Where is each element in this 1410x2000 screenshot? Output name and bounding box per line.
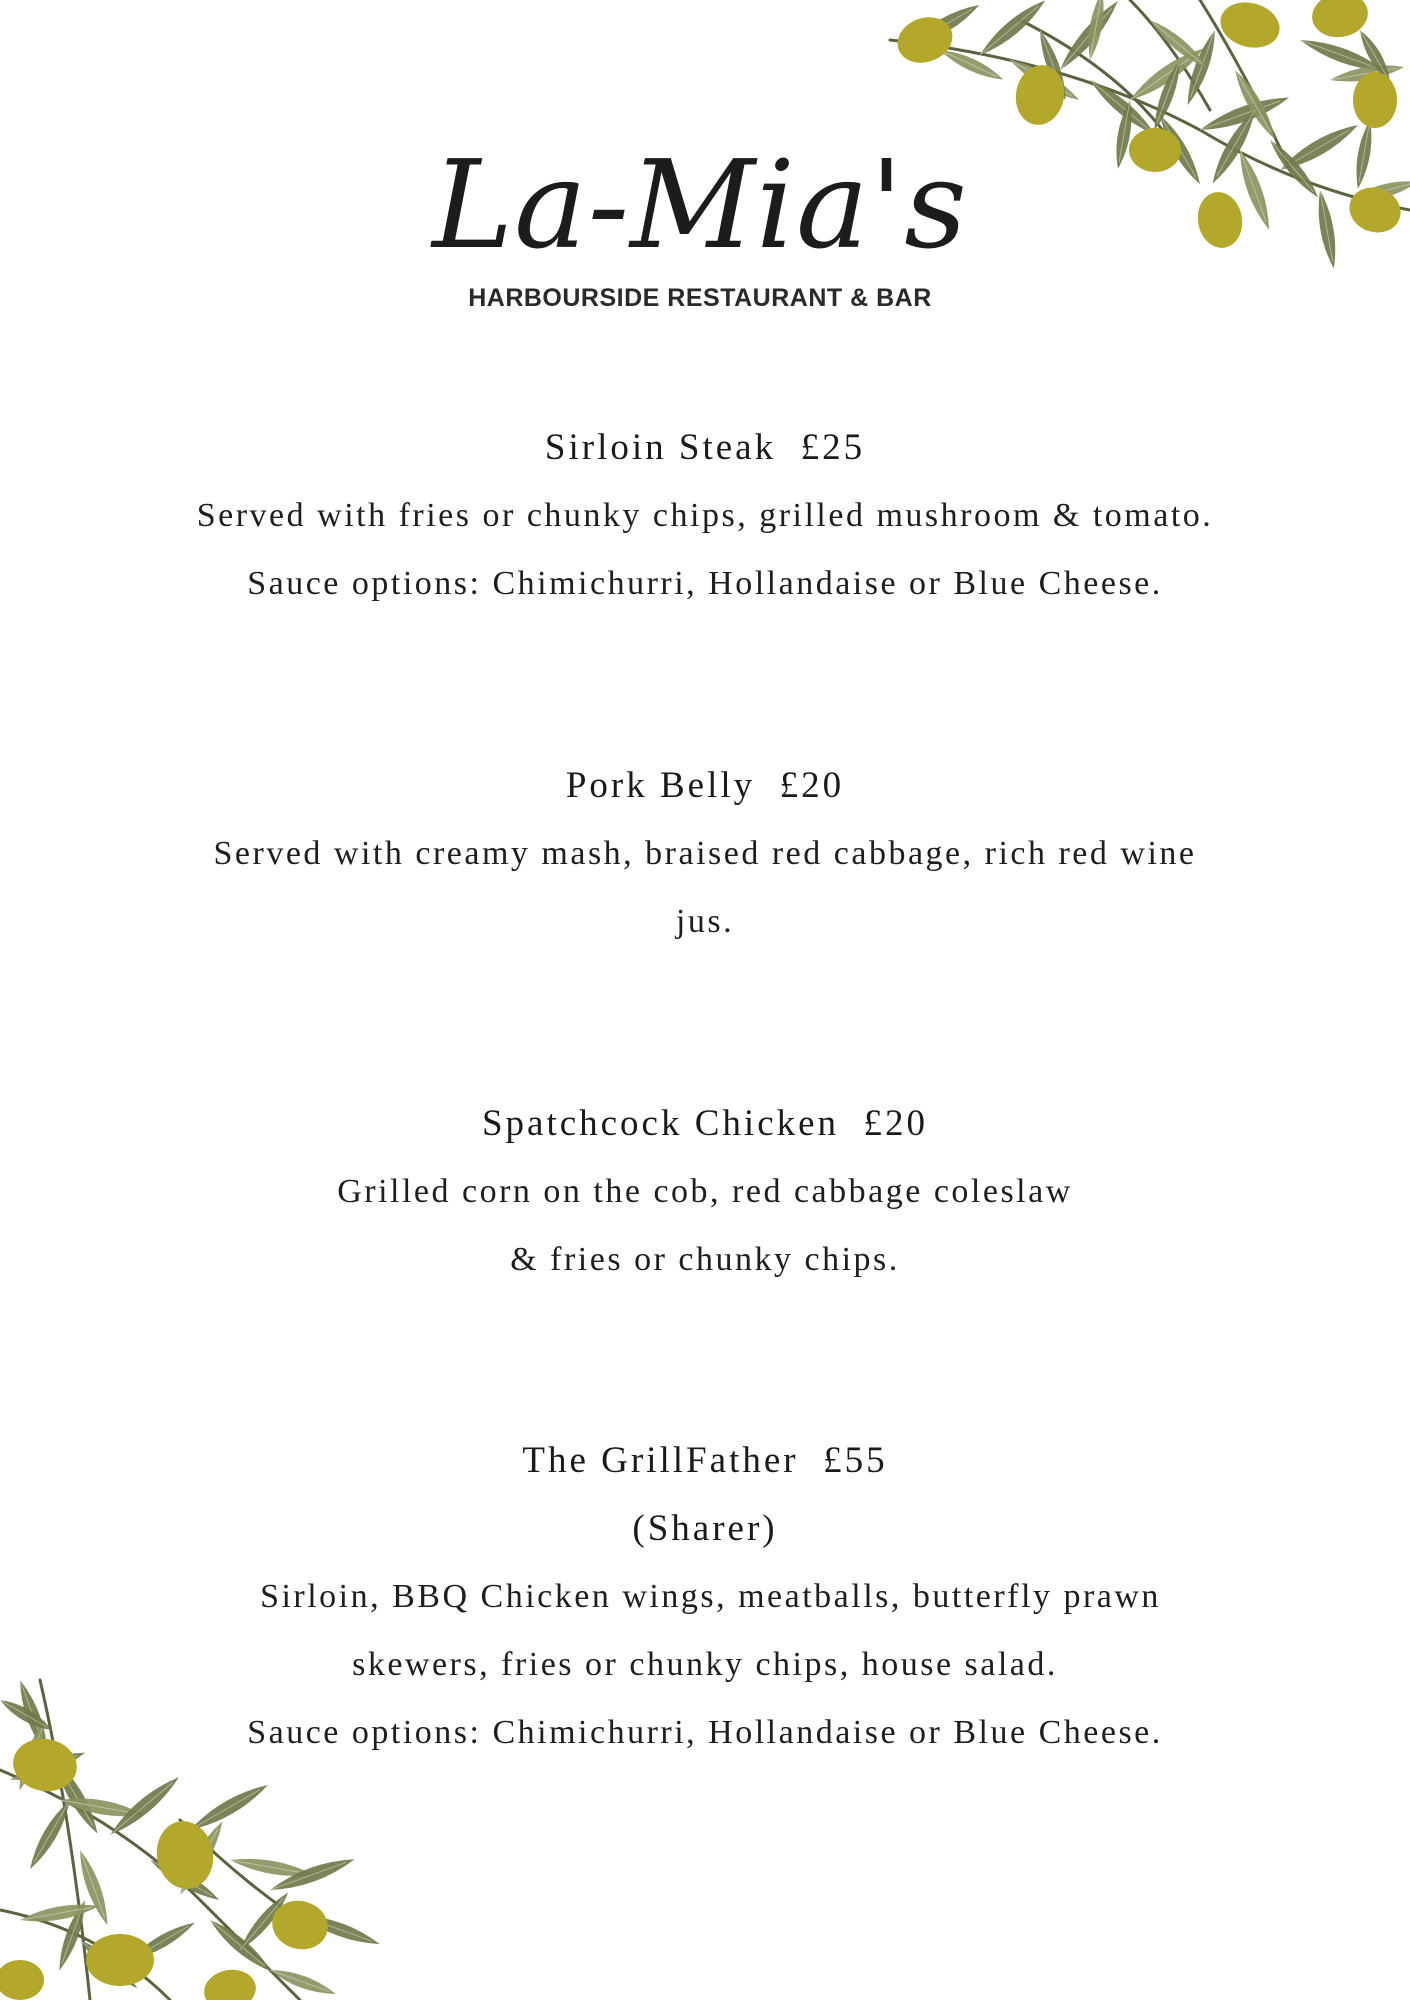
menu-item-description-line: skewers, fries or chunky chips, house salad. xyxy=(352,1646,1058,1683)
olive-leaf-vein xyxy=(34,1800,70,1862)
olive-fruit-icon xyxy=(1193,189,1246,252)
olive-fruit-icon xyxy=(1353,72,1397,128)
logo-wordmark: La-Mia's xyxy=(432,134,968,276)
menu-item-description-line: Sauce options: Chimichurri, Hollandaise or Blue Cheese. xyxy=(247,1714,1163,1751)
olive-fruit-icon xyxy=(152,1817,219,1894)
menu-item-description-line: Sirloin, BBQ Chicken wings, meatballs, butterfly prawn xyxy=(249,1578,1161,1615)
menu-item-description-line: Served with fries or chunky chips, grilled mushroom & tomato. xyxy=(196,497,1214,534)
menu-item-description-line: jus. xyxy=(675,903,735,940)
olive-branch-bottom-left xyxy=(0,1678,382,2000)
menu-item-description-line: Sauce options: Chimichurri, Hollandaise or Blue Cheese. xyxy=(247,565,1163,602)
olive-leaf-vein xyxy=(980,6,1039,55)
menu-item-description-line: Grilled corn on the cob, red cabbage coleslaw xyxy=(337,1173,1073,1210)
menu-item-sirloin-steak xyxy=(120,414,1290,618)
logo-tagline: HARBOURSIDE RESTAURANT & BAR xyxy=(468,284,932,312)
menu-item-title: The GrillFather £55 xyxy=(522,1440,888,1481)
menu-item-pork-belly xyxy=(120,752,1290,956)
olive-fruit-icon xyxy=(86,1934,154,1986)
menu-item-subtitle: (Sharer) xyxy=(632,1508,778,1549)
olive-branch-icon xyxy=(0,1660,460,2000)
menu-item-spatchcock-chicken xyxy=(120,1090,1290,1294)
olive-fruit-icon xyxy=(1129,128,1181,172)
menu-item-description-line: Served with creamy mash, braised red cabbage, rich red wine xyxy=(213,835,1197,872)
olive-leaf-vein xyxy=(1240,150,1266,222)
menu-item-description-line: & fries or chunky chips. xyxy=(510,1241,900,1278)
olive-fruit-icon xyxy=(0,1960,44,2000)
menu-item-title: Sirloin Steak £25 xyxy=(544,427,866,468)
menu-item-title: Pork Belly £20 xyxy=(565,765,845,806)
olive-fruit-icon xyxy=(201,1966,259,2000)
olive-leaf-vein xyxy=(190,1790,260,1831)
menu-item-title: Spatchcock Chicken £20 xyxy=(481,1103,929,1144)
restaurant-logo xyxy=(400,130,1000,340)
